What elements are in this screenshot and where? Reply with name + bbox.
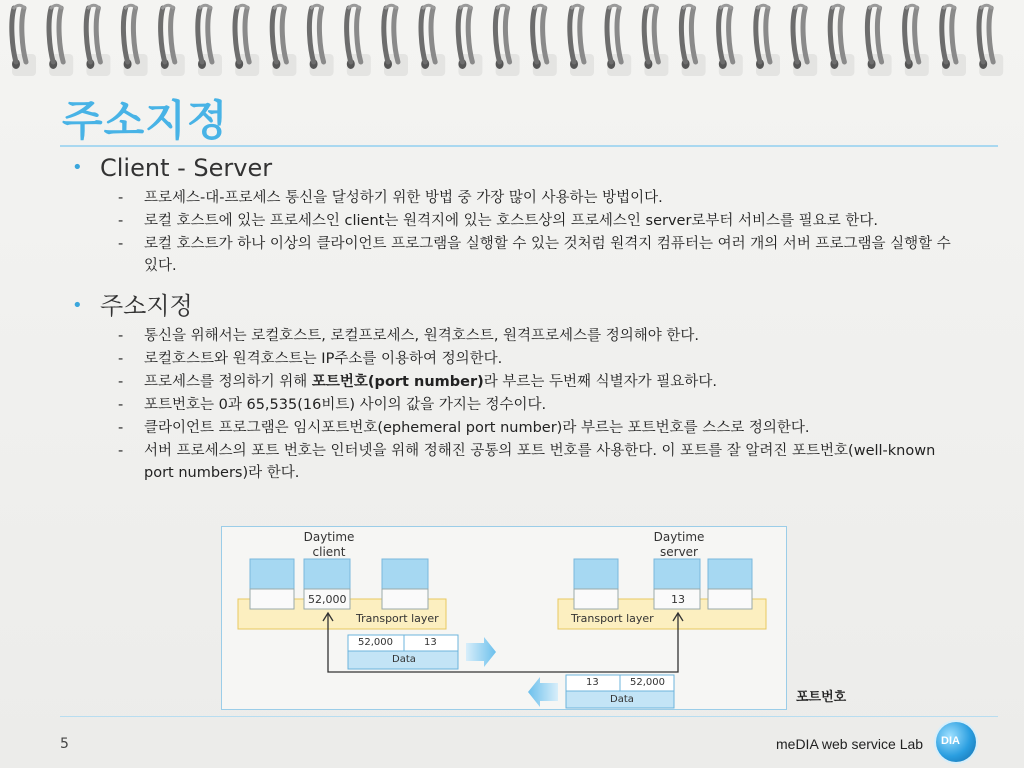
client-server-list: [72, 187, 952, 277]
server-transport-label: Transport layer: [571, 612, 654, 625]
spiral-binding: [0, 0, 1024, 80]
list-item: - 프로세스-대-프로세스 통신을 달성하기 위한 방법 중 가장 많이 사용하는 방법이다.: [118, 190, 663, 206]
bullet-icon: •: [72, 295, 83, 316]
server-label: Daytime server: [653, 530, 705, 559]
packet2-data: Data: [610, 694, 634, 705]
client-transport-label: Transport layer: [356, 612, 439, 625]
port-number-diagram: [221, 526, 787, 710]
bullet-icon: •: [72, 157, 83, 178]
list-item: - 로컬호스트와 원격호스트는 IP주소를 이용하여 정의한다.: [118, 351, 503, 367]
list-item: - 클라이언트 프로그램은 임시포트번호(ephemeral port number)라 부르는 포트번호를 스스로 정의한다.: [118, 420, 810, 436]
addressing-list: [72, 325, 952, 484]
server-port-number: 13: [671, 593, 685, 606]
page-title: 주소지정: [62, 96, 229, 145]
client-port-number: 52,000: [308, 593, 347, 606]
client-label: Daytime client: [303, 530, 355, 559]
server-process-boxes: [574, 559, 752, 609]
packet1-dst-port: 13: [424, 637, 437, 648]
list-item: - 로컬 호스트가 하나 이상의 클라이언트 프로그램을 실행할 수 있는 것처럼 원격지 컴퓨터는 여러 개의 서버 프로그램을 실행할 수 있다.: [118, 236, 951, 274]
arrow-right-icon: [466, 637, 496, 667]
list-item: - 서버 프로세스의 포트 번호는 인터넷을 위해 정해진 공통의 포트 번호를 사용한다. 이 포트를 잘 알려진 포트번호(well-known port numbers)라 한다.: [118, 443, 936, 481]
media-lab-logo-icon: DIA: [936, 722, 976, 762]
list-item: - 프로세스를 정의하기 위해 포트번호(port number)라 부르는 두번째 식별자가 필요하다.: [118, 374, 717, 390]
packet2-dst-port: 52,000: [630, 677, 665, 688]
section-heading-addressing: • 주소지정: [72, 288, 952, 324]
list-item: - 로컬 호스트에 있는 프로세스인 client는 원격지에 있는 호스트상의 프로세스인 server로부터 서비스를 필요로 한다.: [118, 213, 878, 229]
packet1-src-port: 52,000: [358, 637, 393, 648]
packet2-src-port: 13: [586, 677, 599, 688]
list-item: - 포트번호는 0과 65,535(16비트) 사이의 값을 가지는 정수이다.: [118, 397, 547, 413]
title-divider: [60, 145, 998, 147]
diagram-caption: 포트번호: [796, 690, 847, 705]
packet1-data: Data: [392, 654, 416, 665]
footer-brand: meDIA web service Lab: [776, 736, 924, 752]
slide-content: [72, 150, 952, 485]
footer-divider: [60, 716, 998, 717]
list-item: - 통신을 위해서는 로컬호스트, 로컬프로세스, 원격호스트, 원격프로세스를 정의해야 한다.: [118, 328, 699, 344]
arrow-left-icon: [528, 677, 558, 707]
section-heading-client-server: • Client - Server: [72, 150, 952, 186]
page-number: 5: [60, 736, 69, 752]
